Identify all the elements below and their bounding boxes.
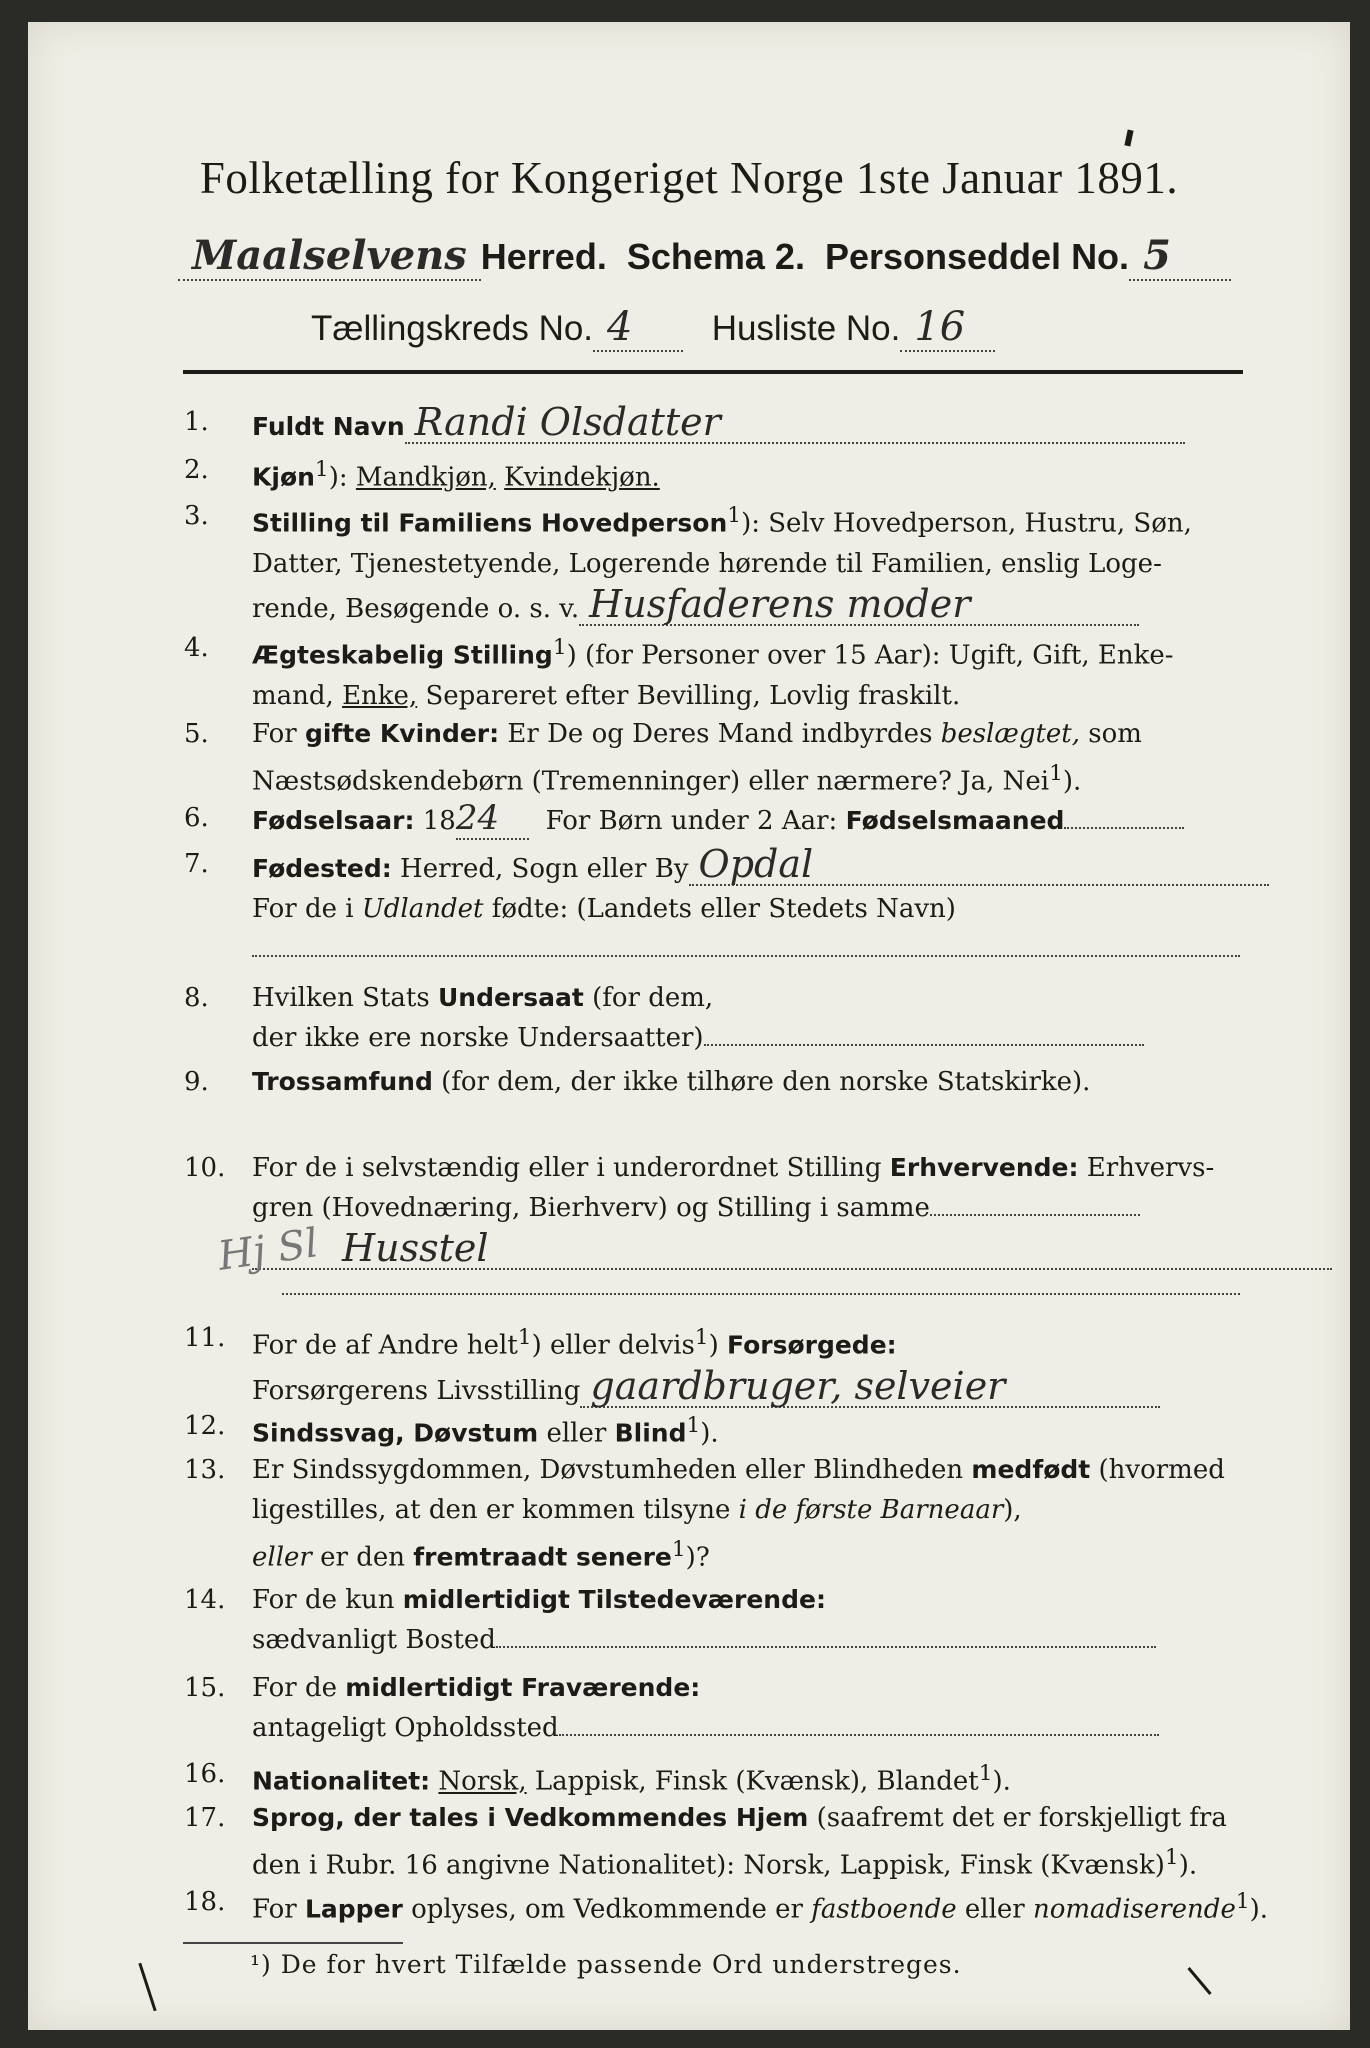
text: Er De og Deres Mand indbyrdes — [507, 719, 933, 749]
text: Lappisk, Finsk (Kvænsk), Blandet — [534, 1766, 979, 1797]
text: er den — [320, 1542, 405, 1573]
text: sædvanligt Bosted — [252, 1625, 496, 1655]
text: Udlandet — [361, 894, 484, 924]
text: som — [1088, 719, 1142, 749]
husliste-label: Husliste No. — [711, 309, 901, 348]
provider-occupation-value: gaardbruger, selveier — [580, 1366, 1160, 1408]
citizenship-label: Undersaat — [437, 983, 584, 1012]
footnote-ref: 1 — [314, 457, 329, 482]
item-number: 10. — [184, 1153, 226, 1183]
item-number: 14. — [184, 1585, 226, 1615]
text: For de — [252, 1673, 337, 1703]
text: Er Sindssygdommen, Døvstumheden eller Blindheden — [252, 1455, 964, 1485]
birth-year-label: Fødselsaar: — [252, 806, 415, 835]
item-number: 3. — [184, 501, 209, 531]
dependents-label: Forsørgede: — [727, 1330, 897, 1360]
later-onset-label: fremtraadt senere — [413, 1542, 672, 1572]
disability-label: Sindssvag, Døvstum — [252, 1418, 539, 1448]
full-name-value: Randi Olsdatter — [405, 402, 1185, 444]
item-number: 17. — [184, 1803, 226, 1833]
kreds-label: Tællingskreds No. — [311, 309, 594, 348]
temporary-absent-label: midlertidigt Fraværende: — [345, 1673, 701, 1702]
text: For — [252, 1894, 297, 1925]
schema-label: Schema 2. — [626, 236, 805, 277]
sex-option-male: Mandkjøn, — [355, 462, 496, 493]
language-label: Sprog, der tales i Vedkommendes Hjem — [252, 1803, 809, 1832]
text: eller — [546, 1418, 607, 1449]
item-number: 18. — [184, 1887, 226, 1917]
margin-annotation: Hj Sl — [215, 1220, 321, 1280]
text: Herred, Sogn eller By — [400, 854, 689, 884]
marital-option-widow: Enke, — [342, 680, 418, 711]
kreds-value: 4 — [593, 304, 682, 352]
text: fastboende — [811, 1894, 957, 1925]
text: (for dem, der ikke tilhøre den norske Statskirke). — [441, 1067, 1091, 1097]
nationality-option-norwegian: Norsk, — [438, 1766, 527, 1797]
item-number: 9. — [184, 1067, 209, 1097]
text: (hvormed — [1098, 1455, 1225, 1485]
item-number: 6. — [184, 803, 209, 833]
personseddel-label: Personseddel No. — [824, 236, 1130, 277]
text: Forsørgerens Livsstilling — [252, 1375, 581, 1406]
text: For de i selvstændig eller i underordnet Stilling — [252, 1153, 882, 1183]
occupation-label: Erhvervende: — [889, 1153, 1079, 1182]
personseddel-value: 5 — [1129, 232, 1231, 281]
family-position-options-3: rende, Besøgende o. s. v. — [252, 593, 580, 624]
birth-year-value: 24 — [456, 798, 529, 840]
item-number: 11. — [184, 1323, 226, 1353]
family-position-options: Selv Hovedperson, Hustru, Søn, — [768, 508, 1192, 539]
birth-year-prefix: 18 — [422, 806, 456, 836]
text: Næstsødskendebørn (Tremenninger) eller nærmere? Ja, Nei — [252, 766, 1050, 797]
lapp-label: Lapper — [304, 1894, 403, 1924]
birthplace-label: Fødested: — [252, 854, 392, 883]
text: eller — [252, 1542, 312, 1573]
text: For de af Andre helt — [252, 1330, 518, 1361]
herred-value: Maalselvens — [178, 232, 481, 281]
text: antageligt Opholdssted — [252, 1713, 559, 1743]
family-position-options-2: Datter, Tjenestetyende, Logerende hørende til Familien, enslig Loge- — [252, 548, 1162, 579]
text: ligestilles, at den er kommen tilsyne — [252, 1495, 731, 1525]
marital-status-options: (for Personer over 15 Aar): Ugift, Gift, Enke- — [585, 640, 1174, 671]
item-number: 2. — [184, 455, 209, 485]
marital-status-label: Ægteskabelig Stilling — [252, 640, 553, 670]
husliste-value: 16 — [900, 304, 995, 352]
census-form: Folketælling for Kongeriget Norge 1ste Januar 1891. Maalselvens Herred. Schema 2. Personseddel No. 5 Tællingskreds No. 4 Husliste No. 16 1. Fuldt Navn Randi Olsdatter 2. Kjøn$^1$): Mandkjøn, Kvindekjøn. 3. Stilling til Familiens Hovedperson$^1$): Selv Hovedperson, Hustru, Søn, Datter, Tjenestetyende, Logerende hørende til Familien, enslig Loge- rende, Besøgende o. s. v. Husfaderens moder 4. Ægteskabelig Stilling$^1$) (for Personer over 15 Aar): Ugift, Gift, Enke- mand, Enke, Separeret efter Bevilling, Lovlig fraskilt. 5. For gifte Kvinder: Er De og Deres Mand indbyrdes beslægtet, som Næstsødskendebørn (Tremenninger) eller nærmere? Ja, Nei$^1$). 6. Fødselsaar: 1824 For Børn under 2 Aar: Fødselsmaaned 7. Fødested: Herred, Sogn eller By Opdal For de i Udlandet fødte: (Landets eller Stedets Navn) 8. Hvilken Stats Undersaat (for dem, der ikke ere norske Undersaatter) 9. Trossamfund (for dem, der ikke tilhøre den norske Statskirke). 10. For de i selvstændig eller i underordnet Stilling Erhvervende: Erhvervs- gren (Hovednæring, Bierhverv) og Stilling i samme Husstel Hj Sl 11. For de af Andre helt$^1$) eller delvis$^1$) Forsørgede: Forsørgerens Livsstilling gaardbruger, selveier 12. Sindssvag, Døvstum eller Blind$^1$). 13. Er Sindssygdommen, Døvstumheden eller Blindheden medfødt (hvormed ligestilles, at den er kommen tilsyne i de første Barneaar), eller er den fremtraadt senere$^1$)? 14. For de kun midlertidigt Tilstedeværende: sædvanligt Bosted 15. For de midlertidigt Fraværende: antageligt Opholdssted 16. Nationalitet: Norsk, Lappisk, Finsk (Kvænsk), Blandet$^1$). 17. Sprog, der tales i Vedkommendes Hjem (saafremt det er forskjelligt fra den i Rubr. 16 angivne Nationalitet): Norsk, Lappisk, Finsk (Kvænsk)$^1$). 18. For Lapper oplyses, om Vedkommende er fastboende eller nomadiserende$^1$). ¹) De for hvert Tilfælde passende Ord understreges. — [28, 22, 1350, 2030]
item-number: 8. — [184, 983, 209, 1013]
temporary-present-label: midlertidigt Tilstedeværende: — [402, 1585, 826, 1614]
text: For Børn under 2 Aar: — [545, 806, 838, 836]
item-number: 7. — [184, 849, 209, 879]
item-number: 5. — [184, 719, 209, 749]
item-number: 16. — [184, 1759, 226, 1789]
birth-month-label: Fødselsmaaned — [845, 806, 1065, 835]
marital-option: Separeret efter Bevilling, Lovlig fraskilt. — [425, 680, 961, 711]
text: beslægtet, — [940, 719, 1081, 749]
married-women-label: gifte Kvinder: — [304, 719, 500, 748]
birthplace-value: Opdal — [689, 844, 1269, 886]
herred-label: Herred. — [480, 236, 607, 277]
occupation-value: Husstel — [252, 1228, 1332, 1270]
text: eller — [964, 1894, 1025, 1925]
sex-label: Kjøn — [252, 462, 315, 492]
text: For de i — [252, 894, 354, 924]
text: eller delvis — [550, 1330, 695, 1361]
text: den i Rubr. 16 angivne Nationalitet): Norsk, Lappisk, Finsk (Kvænsk) — [252, 1850, 1165, 1881]
text: Hvilken Stats — [252, 983, 430, 1013]
text: der ikke ere norske Undersaatter) — [252, 1023, 704, 1053]
ink-mark — [1187, 1967, 1211, 1995]
text: gren (Hovednæring, Bierhverv) og Stilling i samme — [252, 1193, 930, 1223]
full-name-label: Fuldt Navn — [252, 412, 405, 441]
form-title: Folketælling for Kongeriget Norge 1ste Januar 1891. — [199, 153, 1179, 203]
text: For de kun — [252, 1585, 395, 1615]
item-number: 15. — [184, 1673, 226, 1703]
sex-option-female: Kvindekjøn. — [504, 462, 660, 493]
header-rule — [183, 370, 1243, 374]
text: i de første Barneaar — [738, 1495, 1004, 1525]
text: (saafremt det er forskjelligt fra — [816, 1803, 1227, 1833]
item-number: 1. — [184, 407, 209, 437]
header-line-1 — [178, 232, 1231, 281]
footnote: ¹) De for hvert Tilfælde passende Ord understreges. — [250, 1950, 962, 1979]
family-position-label: Stilling til Familiens Hovedperson — [252, 508, 728, 538]
ink-mark — [138, 1963, 156, 2011]
text: Erhvervs- — [1086, 1153, 1215, 1183]
text: oplyses, om Vedkommende er — [411, 1894, 803, 1925]
item-number: 12. — [184, 1411, 226, 1441]
religion-label: Trossamfund — [252, 1067, 433, 1096]
blind-label: Blind — [614, 1418, 687, 1448]
family-position-value: Husfaderens moder — [579, 584, 1139, 626]
item-number: 13. — [184, 1455, 226, 1485]
text: For — [252, 719, 297, 749]
text: (for dem, — [592, 983, 714, 1013]
text: nomadiserende — [1033, 1894, 1236, 1925]
item-number: 4. — [184, 633, 209, 663]
nationality-label: Nationalitet: — [252, 1766, 431, 1796]
marital-option: mand, — [252, 680, 334, 711]
text: fødte: (Landets eller Stedets Navn) — [491, 894, 956, 924]
ink-mark — [1124, 130, 1133, 147]
header-line-2 — [311, 304, 995, 352]
footnote-rule — [183, 1942, 403, 1944]
congenital-label: medfødt — [971, 1455, 1091, 1484]
